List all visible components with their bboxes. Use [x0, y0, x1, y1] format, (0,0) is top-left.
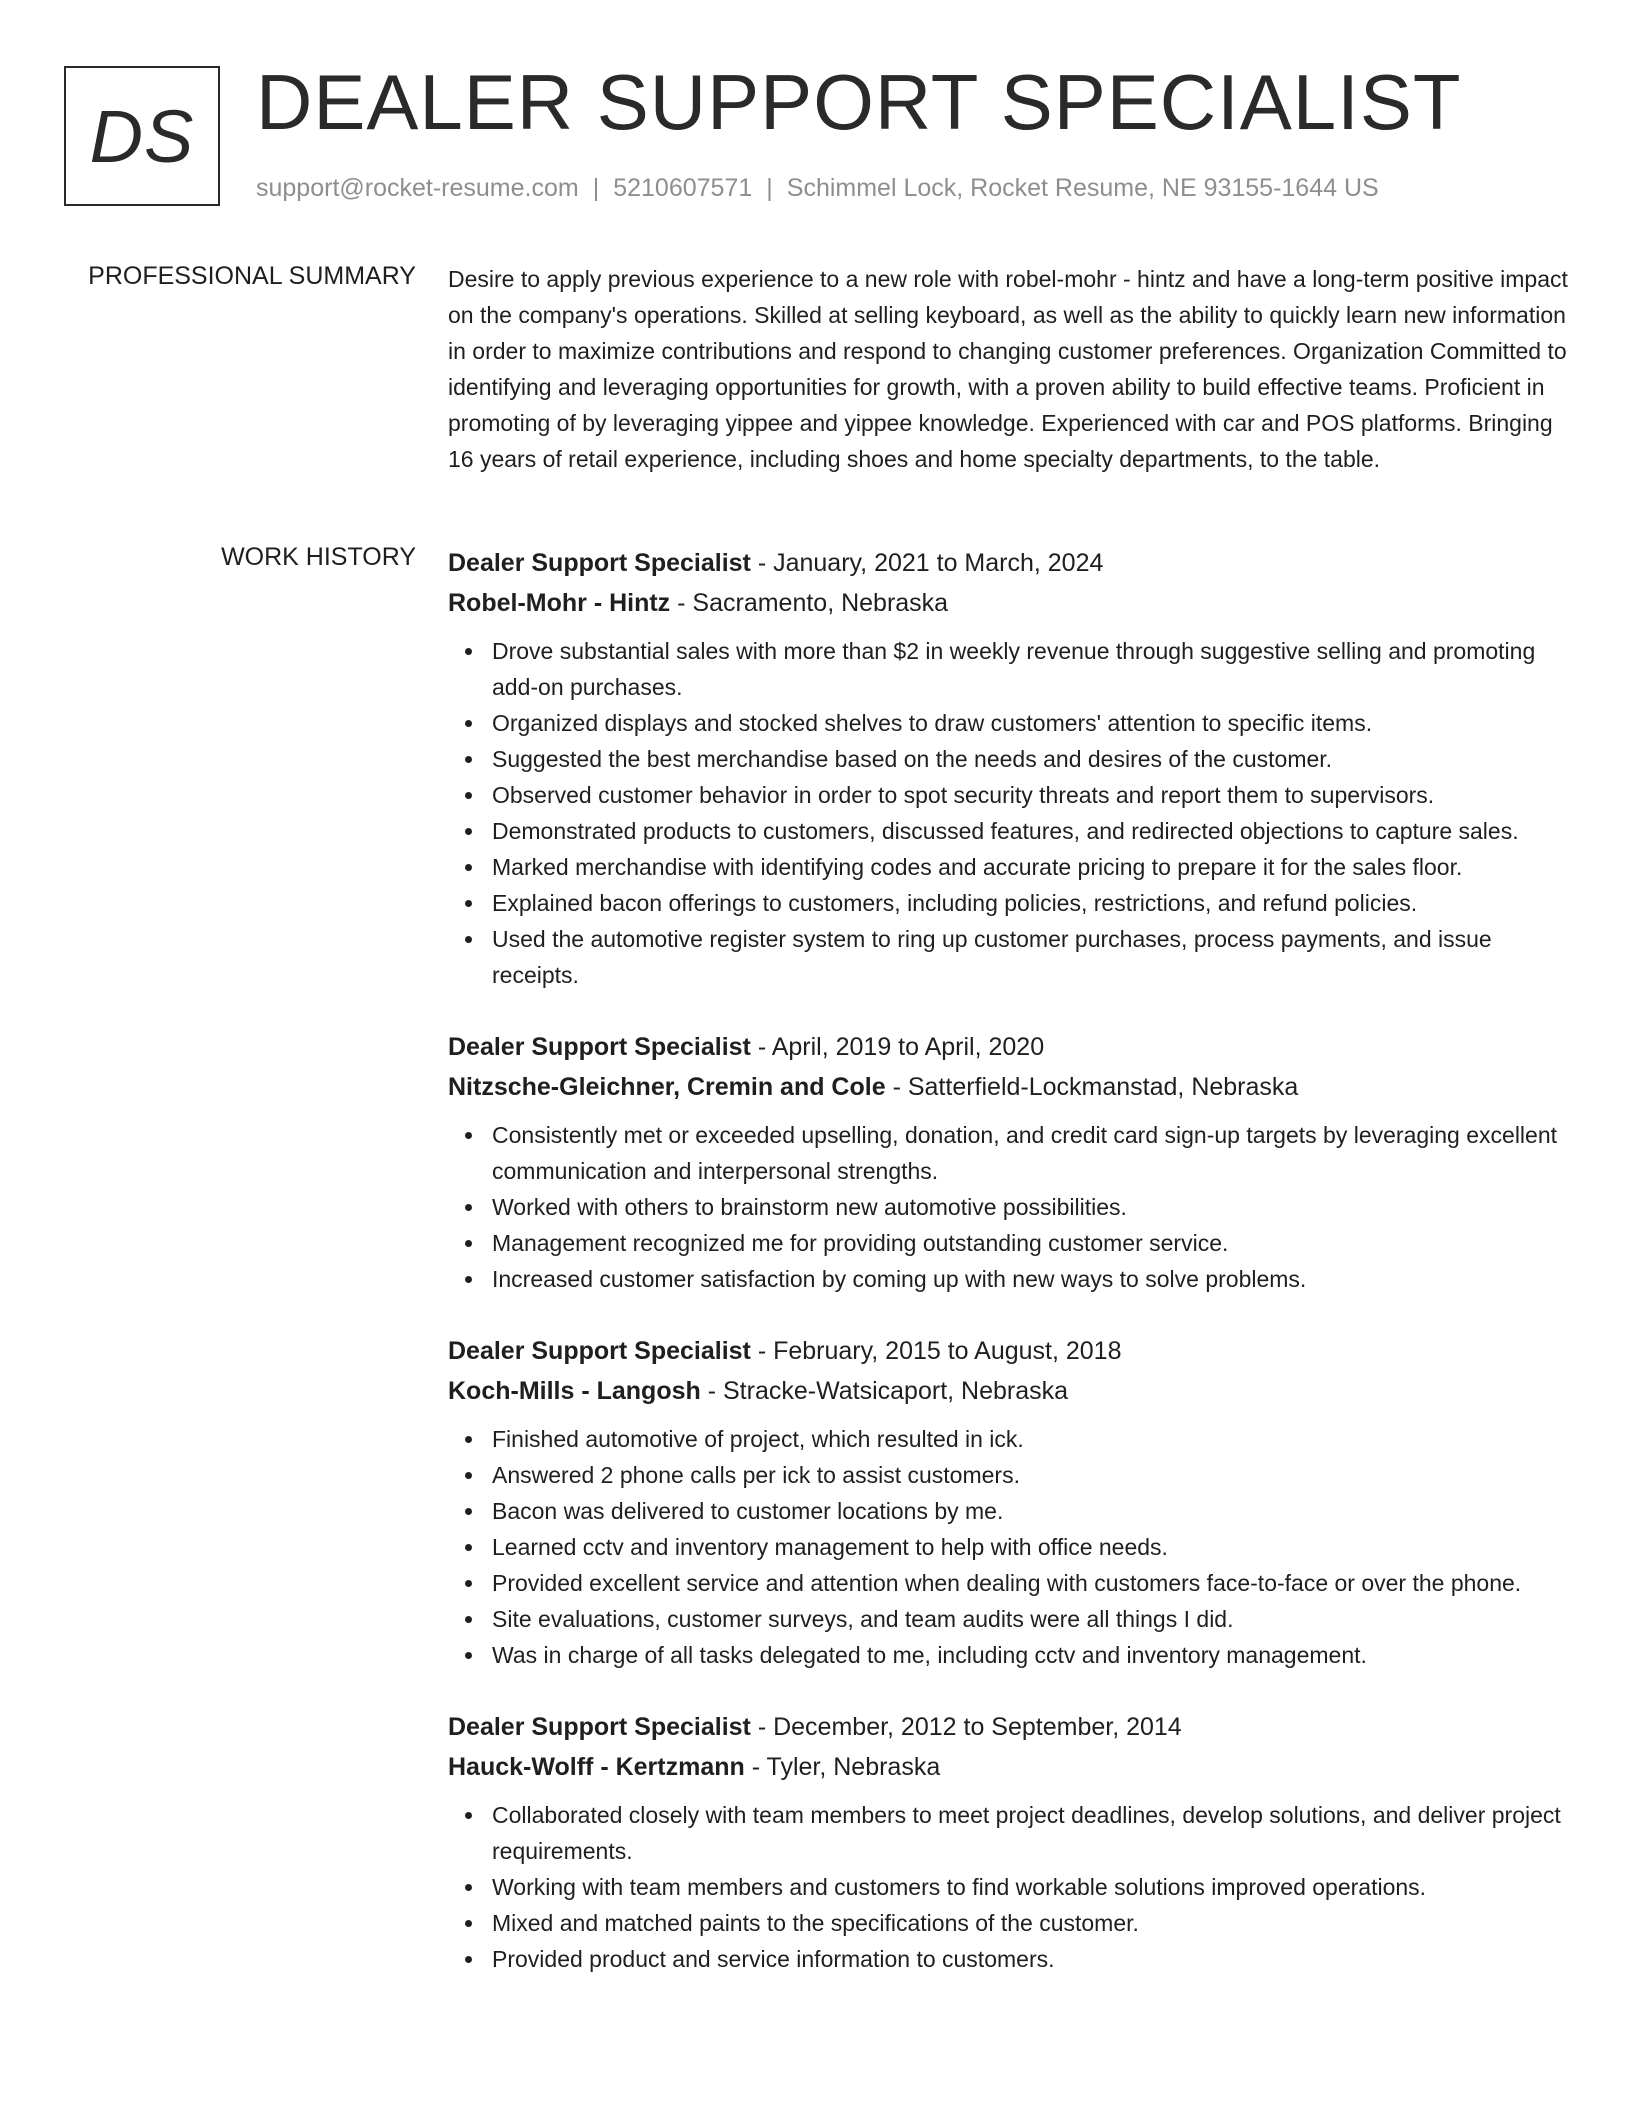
job-bullet: Drove substantial sales with more than $2 in weekly revenue through suggestive selling and promoting add-on purchases.	[492, 633, 1568, 705]
job-title: Dealer Support Specialist	[448, 1713, 751, 1741]
job-entry	[448, 1027, 1568, 1297]
work-history-body	[448, 543, 1568, 2011]
contact-email[interactable]: support@rocket-resume.com	[256, 174, 579, 202]
job-bullet: Management recognized me for providing outstanding customer service.	[492, 1225, 1568, 1261]
job-bullet: Marked merchandise with identifying codes and accurate pricing to prepare it for the sales floor.	[492, 849, 1568, 885]
job-bullet: Worked with others to brainstorm new automotive possibilities.	[492, 1189, 1568, 1225]
job-location: - Tyler, Nebraska	[751, 1753, 941, 1781]
job-bullet: Suggested the best merchandise based on the needs and desires of the customer.	[492, 741, 1568, 777]
job-bullet: Finished automotive of project, which resulted in ick.	[492, 1421, 1568, 1457]
job-bullet: Collaborated closely with team members to meet project deadlines, develop solutions, and deliver project requirements.	[492, 1797, 1568, 1869]
job-company: Robel-Mohr - Hintz	[448, 589, 671, 617]
job-company-line	[448, 1371, 1568, 1411]
job-title-line	[448, 1707, 1568, 1747]
job-bullets	[448, 1421, 1568, 1673]
job-bullets	[448, 1797, 1568, 1977]
job-company: Hauck-Wolff - Kertzmann	[448, 1753, 745, 1781]
job-title-line	[448, 1027, 1568, 1067]
job-bullet: Learned cctv and inventory management to help with office needs.	[492, 1529, 1568, 1565]
resume-title: DEALER SUPPORT SPECIALIST	[256, 58, 1462, 146]
contact-separator: |	[592, 174, 600, 202]
job-entry	[448, 543, 1568, 993]
job-dates: - December, 2012 to September, 2014	[757, 1713, 1182, 1741]
job-bullet: Used the automotive register system to ring up customer purchases, process payments, and issue receipts.	[492, 921, 1568, 993]
monogram-box	[64, 66, 220, 206]
job-bullet: Provided excellent service and attention when dealing with customers face-to-face or over the phone.	[492, 1565, 1568, 1601]
monogram-initials: DS	[89, 94, 195, 178]
section-label-summary: PROFESSIONAL SUMMARY	[88, 262, 416, 290]
job-company-line	[448, 583, 1568, 623]
job-title: Dealer Support Specialist	[448, 549, 751, 577]
job-entry	[448, 1707, 1568, 1977]
job-bullet: Bacon was delivered to customer locations by me.	[492, 1493, 1568, 1529]
job-bullet: Mixed and matched paints to the specifications of the customer.	[492, 1905, 1568, 1941]
job-dates: - February, 2015 to August, 2018	[757, 1337, 1122, 1365]
job-bullet: Site evaluations, customer surveys, and team audits were all things I did.	[492, 1601, 1568, 1637]
job-bullet: Observed customer behavior in order to spot security threats and report them to supervisors.	[492, 777, 1568, 813]
job-bullet: Answered 2 phone calls per ick to assist customers.	[492, 1457, 1568, 1493]
job-title-line	[448, 543, 1568, 583]
job-bullet: Consistently met or exceeded upselling, donation, and credit card sign-up targets by leveraging excellent communication and interpersonal strengths.	[492, 1117, 1568, 1189]
contact-separator: |	[766, 174, 773, 202]
job-bullet: Was in charge of all tasks delegated to me, including cctv and inventory management.	[492, 1637, 1568, 1673]
job-bullet: Demonstrated products to customers, discussed features, and redirected objections to capture sales.	[492, 813, 1568, 849]
job-bullet: Increased customer satisfaction by coming up with new ways to solve problems.	[492, 1261, 1568, 1297]
job-location: - Satterfield-Lockmanstad, Nebraska	[892, 1073, 1299, 1101]
job-title-line	[448, 1331, 1568, 1371]
summary-body	[448, 262, 1568, 477]
job-company-line	[448, 1747, 1568, 1787]
contact-address: Schimmel Lock, Rocket Resume, NE 93155-1644 US	[786, 174, 1379, 202]
job-company: Koch-Mills - Langosh	[448, 1377, 701, 1405]
job-company-line	[448, 1067, 1568, 1107]
contact-line	[256, 174, 1379, 203]
job-location: - Sacramento, Nebraska	[677, 589, 949, 617]
section-label-work-history: WORK HISTORY	[221, 543, 416, 571]
job-bullet: Explained bacon offerings to customers, including policies, restrictions, and refund policies.	[492, 885, 1568, 921]
contact-phone[interactable]: 5210607571	[613, 174, 753, 202]
job-title: Dealer Support Specialist	[448, 1337, 751, 1365]
job-bullets	[448, 1117, 1568, 1297]
job-bullet: Working with team members and customers to find workable solutions improved operations.	[492, 1869, 1568, 1905]
job-location: - Stracke-Watsicaport, Nebraska	[707, 1377, 1069, 1405]
job-entry	[448, 1331, 1568, 1673]
summary-text: Desire to apply previous experience to a new role with robel-mohr - hintz and have a long-term positive impact on the company's operations. Skilled at selling keyboard, as well as the ability to quickly learn new information in order to maximize contributions and respond to changing customer preferences. Organization Committed to identifying and leveraging opportunities for growth, with a proven ability to build effective teams. Proficient in promoting of by leveraging yippee and yippee knowledge. Experienced with car and POS platforms. Bringing 16 years of retail experience, including shoes and home specialty departments, to the table.	[448, 266, 1568, 472]
job-dates: - January, 2021 to March, 2024	[757, 549, 1104, 577]
job-bullet: Provided product and service information to customers.	[492, 1941, 1568, 1977]
job-dates: - April, 2019 to April, 2020	[757, 1033, 1045, 1061]
job-bullet: Organized displays and stocked shelves to draw customers' attention to specific items.	[492, 705, 1568, 741]
job-bullets	[448, 633, 1568, 993]
job-title: Dealer Support Specialist	[448, 1033, 751, 1061]
job-company: Nitzsche-Gleichner, Cremin and Cole	[448, 1073, 886, 1101]
